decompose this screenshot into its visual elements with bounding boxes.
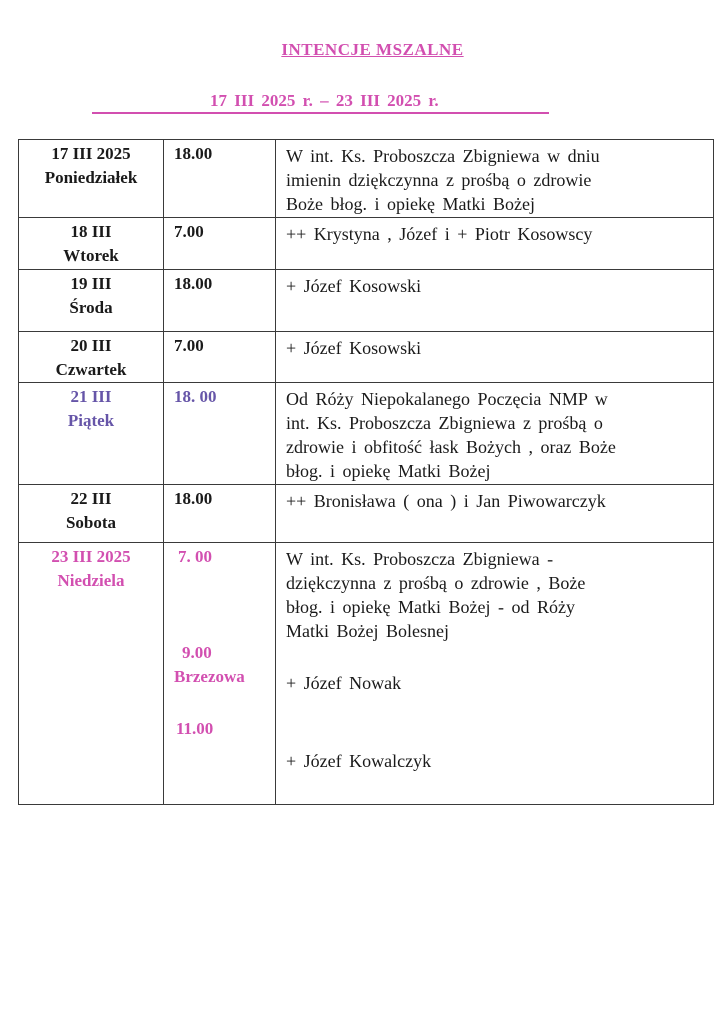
mass-time: 9.00 xyxy=(182,643,212,662)
time-cell xyxy=(164,485,276,543)
day-date: 19 III xyxy=(70,274,112,293)
intention-line: + Józef Nowak xyxy=(286,673,402,693)
mass-time: 7.00 xyxy=(174,336,204,355)
intention-line: dziękczynna z prośbą o zdrowie , Boże xyxy=(286,573,586,593)
intention-line: + Józef Kowalczyk xyxy=(286,751,432,771)
intention-line: int. Ks. Proboszcza Zbigniewa z prośbą o xyxy=(286,413,603,433)
intention-line: zdrowie i obfitość łask Bożych , oraz Boże xyxy=(286,437,616,457)
time-cell xyxy=(164,270,276,332)
day-date: 22 III xyxy=(70,489,112,508)
mass-intentions-table xyxy=(18,139,714,805)
intention-line: W int. Ks. Proboszcza Zbigniewa - xyxy=(286,549,554,569)
date-range xyxy=(92,90,549,114)
intention-line: błog. i opiekę Matki Bożej xyxy=(286,461,491,481)
intention-line: + Józef Kosowski xyxy=(286,338,422,358)
mass-time: 11.00 xyxy=(176,719,214,738)
day-date: 23 III 2025 xyxy=(51,547,131,566)
time-cell xyxy=(164,218,276,270)
day-name: Czwartek xyxy=(55,360,127,379)
day-name: Poniedziałek xyxy=(44,168,138,187)
day-cell xyxy=(19,218,164,270)
time-cell xyxy=(164,332,276,383)
table-row xyxy=(19,485,714,543)
intention-cell xyxy=(276,332,714,383)
day-date: 18 III xyxy=(70,222,112,241)
intention-line: ++ Bronisława ( ona ) i Jan Piwowarczyk xyxy=(286,491,606,511)
mass-time: 7. 00 xyxy=(178,547,212,566)
intention-cell xyxy=(276,270,714,332)
table-row xyxy=(19,383,714,485)
intention-line: Boże błog. i opiekę Matki Bożej xyxy=(286,194,535,214)
day-name: Sobota xyxy=(65,513,117,532)
intention-line: + Józef Kosowski xyxy=(286,276,422,296)
day-cell xyxy=(19,383,164,485)
page-title: INTENCJE MSZALNE xyxy=(281,40,464,59)
intention-line: W int. Ks. Proboszcza Zbigniewa w dniu xyxy=(286,146,600,166)
mass-place: Brzezowa xyxy=(174,667,245,686)
day-date: 17 III 2025 xyxy=(51,144,131,163)
day-cell xyxy=(19,485,164,543)
day-name: Niedziela xyxy=(57,571,125,590)
day-name: Środa xyxy=(69,298,113,317)
intention-cell xyxy=(276,485,714,543)
date-range-text: 17 III 2025 r. – 23 III 2025 r. xyxy=(210,91,439,110)
intention-line: Matki Bożej Bolesnej xyxy=(286,621,449,641)
mass-time: 18.00 xyxy=(174,489,213,508)
day-cell xyxy=(19,270,164,332)
day-cell xyxy=(19,140,164,218)
intention-cell xyxy=(276,383,714,485)
mass-time: 18.00 xyxy=(174,274,213,293)
table-row xyxy=(19,140,714,218)
intention-line: ++ Krystyna , Józef i + Piotr Kosowscy xyxy=(286,224,593,244)
table-row xyxy=(19,332,714,383)
intention-line: błog. i opiekę Matki Bożej - od Róży xyxy=(286,597,575,617)
day-date: 20 III xyxy=(70,336,112,355)
intention-cell xyxy=(276,543,714,805)
mass-time: 18.00 xyxy=(174,144,213,163)
intention-cell xyxy=(276,218,714,270)
intention-line: imienin dziękczynna z prośbą o zdrowie xyxy=(286,170,592,190)
day-name: Piątek xyxy=(67,411,115,430)
day-date: 21 III xyxy=(70,387,112,406)
mass-time: 18. 00 xyxy=(174,387,217,406)
table-row xyxy=(19,270,714,332)
day-cell xyxy=(19,332,164,383)
table-row xyxy=(19,543,714,805)
table-row xyxy=(19,218,714,270)
day-cell xyxy=(19,543,164,805)
intention-cell xyxy=(276,140,714,218)
intention-line: Od Róży Niepokalanego Poczęcia NMP w xyxy=(286,389,608,409)
time-cell xyxy=(164,543,276,805)
mass-time: 7.00 xyxy=(174,222,204,241)
time-cell xyxy=(164,140,276,218)
time-cell xyxy=(164,383,276,485)
day-name: Wtorek xyxy=(63,246,119,265)
